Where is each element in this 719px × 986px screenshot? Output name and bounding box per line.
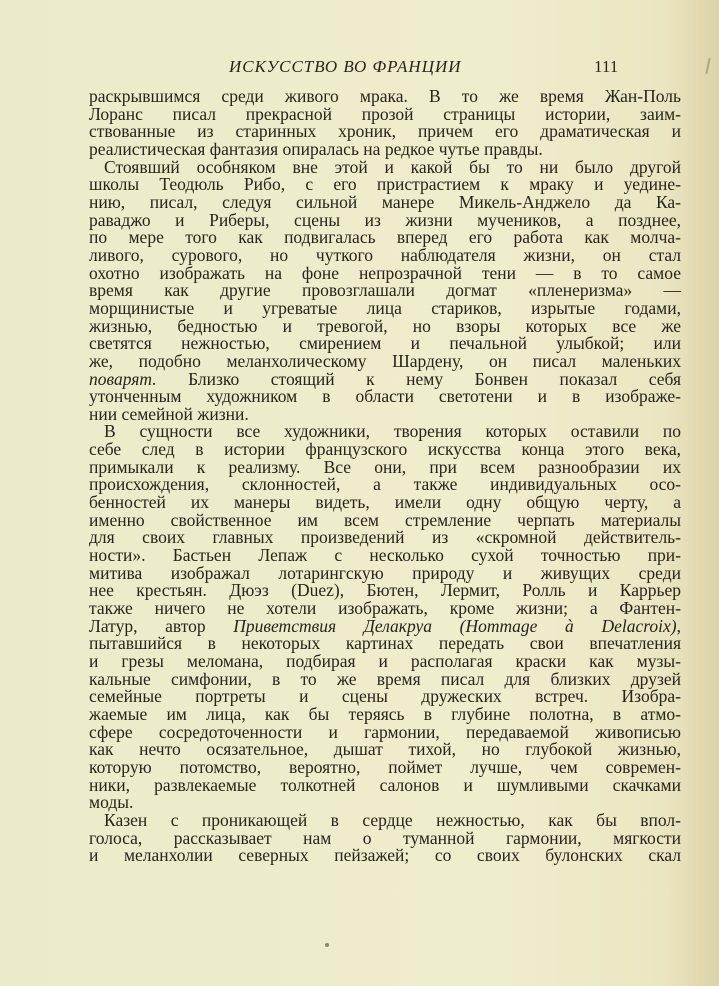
text-segment: пытавшийся в некоторых картинах передать свои впечатления bbox=[89, 633, 681, 654]
text-line bbox=[89, 847, 681, 865]
text-segment: время как другие провозглашали догмат «пленеризма» — bbox=[89, 280, 681, 301]
text-segment: сфере сосредоточенности и гармонии, передаваемой живописью bbox=[89, 721, 681, 742]
text-segment: В сущности все художники, творения которых оставили по bbox=[104, 421, 681, 442]
text-segment: семейные портреты и сцены дружеских встреч. Изобра- bbox=[89, 686, 681, 707]
text-segment: жаемые им лица, как бы теряясь в глубине полотна, в атмо- bbox=[89, 703, 681, 724]
text-segment: охотно изображать на фоне непрозрачной тени — в то самое bbox=[89, 262, 681, 283]
text-segment: светятся нежностью, смирением и печальной улыбкой; или bbox=[89, 333, 681, 354]
text-segment: Казен с проникающей в сердце нежностью, как бы впол- bbox=[104, 809, 681, 830]
text-segment: жизнью, бедностью и тревогой, но взоры которых все же bbox=[89, 315, 681, 336]
text-segment: морщинистые и угреватые лица стариков, изрытые годами, bbox=[89, 297, 681, 318]
text-segment: раваджо и Риберы, сцены из жизни мучеников, а позднее, bbox=[89, 209, 681, 230]
text-segment: утонченным художником в области светотени и в изображе- bbox=[89, 386, 681, 407]
text-segment: Стоявший особняком вне этой и какой бы то ни было другой bbox=[104, 156, 681, 177]
italic-title-text: Приветствия Делакруа (Hommage à Delacroix) bbox=[233, 615, 677, 636]
text-segment: моды. bbox=[89, 792, 134, 813]
text-line bbox=[89, 774, 681, 795]
text-segment: для своих главных произведений из «скромной действитель- bbox=[89, 527, 681, 548]
text-segment: нию, писал, следуя сильной манере Микель-Анджело да Ка- bbox=[89, 191, 681, 212]
text-segment: ники, развлекаемые толкотней салонов и шумливыми скачками bbox=[89, 774, 681, 795]
text-segment: школы Теодюль Рибо, с его пристрастием к мраку и уедине- bbox=[89, 174, 681, 195]
text-segment: же, подобно меланхолическому Шардену, он писал маленьких bbox=[89, 350, 681, 371]
text-segment: , bbox=[676, 615, 681, 636]
text-segment: Близко стоящий к нему Бонвен показал себя bbox=[156, 368, 681, 389]
text-segment: происхождения, склонностей, а также индивидуальных осо- bbox=[89, 474, 681, 495]
text-segment: бенностей их манеры видеть, имели одну общую черту, а bbox=[89, 492, 681, 513]
text-segment: по мере того как подвигалась вперед его работа как молча- bbox=[89, 227, 681, 248]
page-number: 111 bbox=[594, 57, 619, 76]
text-segment: Латур, автор bbox=[89, 615, 234, 636]
body-text bbox=[89, 88, 681, 865]
text-segment: которую потомство, вероятно, поймет лучше, чем современ- bbox=[89, 756, 681, 777]
text-segment: именно свойственное им всем стремление черпать материалы bbox=[89, 509, 681, 530]
text-segment: нее крестьян. Дюэз (Duez), Бютен, Лермит, Ролль и Каррьер bbox=[89, 580, 681, 601]
text-segment: как нечто осязательное, дышат тихой, но глубокой жизнью, bbox=[89, 739, 681, 760]
running-title: ИСКУССТВО ВО ФРАНЦИИ bbox=[229, 57, 462, 76]
text-segment: себе след в истории французского искусства конца этого века, bbox=[89, 439, 681, 460]
text-segment: нии семейной жизни. bbox=[89, 403, 249, 424]
text-segment: реалистическая фантазия опиралась на редкое чутье правды. bbox=[89, 138, 543, 159]
text-segment: митива изображал лотарингскую природу и живущих среди bbox=[89, 562, 681, 583]
text-segment: примыкали к реализму. Все они, при всем разнообразии их bbox=[89, 456, 681, 477]
italic-title-text: поварят. bbox=[89, 368, 157, 389]
text-segment: ствованные из старинных хроник, причем его драматическая и bbox=[89, 121, 681, 142]
page-header bbox=[89, 57, 681, 79]
text-segment: раскрывшимся среди живого мрака. В то же время Жан-Поль bbox=[89, 86, 681, 106]
text-segment: ливого, сурового, но чуткого наблюдателя жизни, он стал bbox=[89, 244, 681, 265]
text-segment: и меланхолии северных пейзажей; со своих булонских скал bbox=[89, 845, 681, 866]
text-segment: также ничего не хотели изображать, кроме жизни; а Фантен- bbox=[89, 598, 681, 619]
text-segment: кальные симфонии, в то же время писал для близких друзей bbox=[89, 668, 681, 689]
page-edge-mark bbox=[705, 58, 710, 74]
scan-speck bbox=[325, 943, 329, 947]
text-segment: Лоранс писал прекрасной прозой страницы истории, заим- bbox=[89, 103, 681, 124]
text-segment: и грезы меломана, подбирая и располагая краски как музы- bbox=[89, 651, 681, 671]
text-segment: голоса, рассказывает нам о туманной гармонии, мягкости bbox=[89, 827, 681, 848]
text-segment: ности». Бастьен Лепаж с несколько сухой точностью при- bbox=[89, 545, 681, 566]
